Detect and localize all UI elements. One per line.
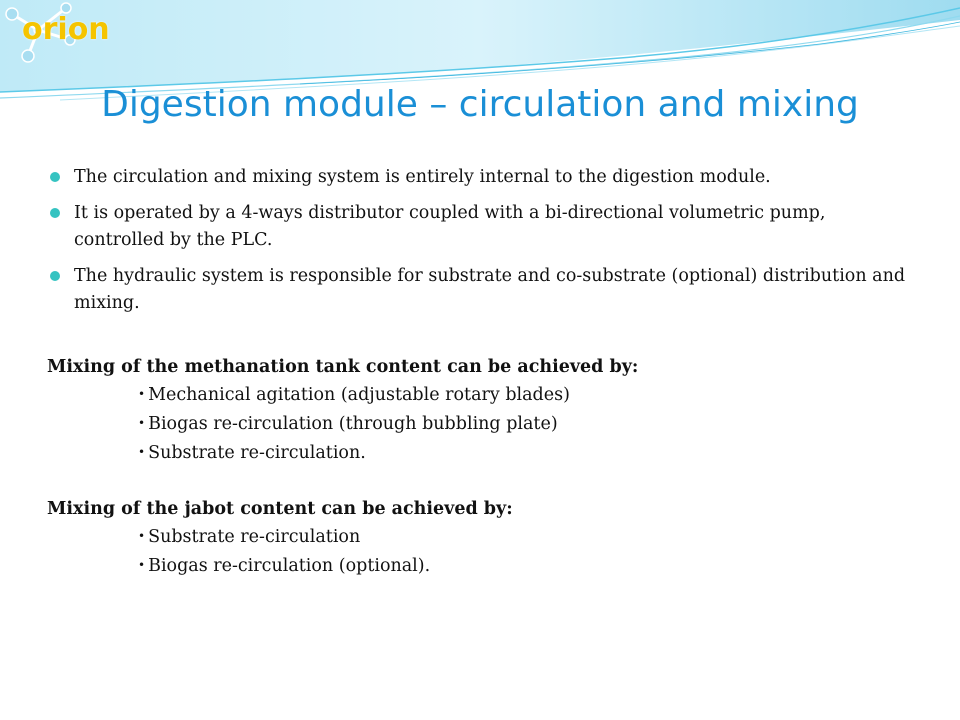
bullet-list: [48, 164, 918, 326]
sub-list-text: Biogas re-circulation (through bubbling plate): [148, 414, 558, 434]
bullet-item: [48, 263, 918, 317]
bullet-text: The circulation and mixing system is entirely internal to the digestion module.: [74, 167, 771, 187]
sub-list-item: [138, 439, 927, 468]
sub-list-text: Substrate re-circulation.: [148, 443, 366, 463]
sub-list-item: [138, 381, 927, 410]
section-heading: Mixing of the methanation tank content can be achieved by:: [47, 357, 639, 377]
orion-logo: [0, 0, 150, 70]
sub-list-text: Mechanical agitation (adjustable rotary blades): [148, 385, 570, 405]
logo-text: orion: [22, 12, 110, 47]
sub-list-item: [138, 552, 927, 581]
small-bullet-icon: •: [138, 558, 146, 572]
sub-list-text: Biogas re-circulation (optional).: [148, 556, 431, 576]
sub-list: [47, 523, 927, 581]
bullet-item: [48, 200, 918, 254]
bullet-dot-icon: [50, 271, 60, 281]
sub-list-item: [138, 410, 927, 439]
jabot-mixing-section: [47, 496, 927, 581]
methanation-mixing-section: [47, 354, 927, 468]
small-bullet-icon: •: [138, 529, 146, 543]
sub-list-item: [138, 523, 927, 552]
sub-list-text: Substrate re-circulation: [148, 527, 361, 547]
section-heading: Mixing of the jabot content can be achieved by:: [47, 499, 513, 519]
slide-title: Digestion module – circulation and mixing: [101, 84, 859, 125]
bullet-item: [48, 164, 918, 191]
small-bullet-icon: •: [138, 445, 146, 459]
small-bullet-icon: •: [138, 387, 146, 401]
bullet-dot-icon: [50, 172, 60, 182]
bullet-dot-icon: [50, 208, 60, 218]
small-bullet-icon: •: [138, 416, 146, 430]
bullet-text: The hydraulic system is responsible for substrate and co-substrate (optional) distribution and mixing.: [74, 266, 906, 313]
sub-list: [47, 381, 927, 468]
bullet-text: It is operated by a 4-ways distributor coupled with a bi-directional volumetric pump, controlled by the PLC.: [74, 203, 826, 250]
